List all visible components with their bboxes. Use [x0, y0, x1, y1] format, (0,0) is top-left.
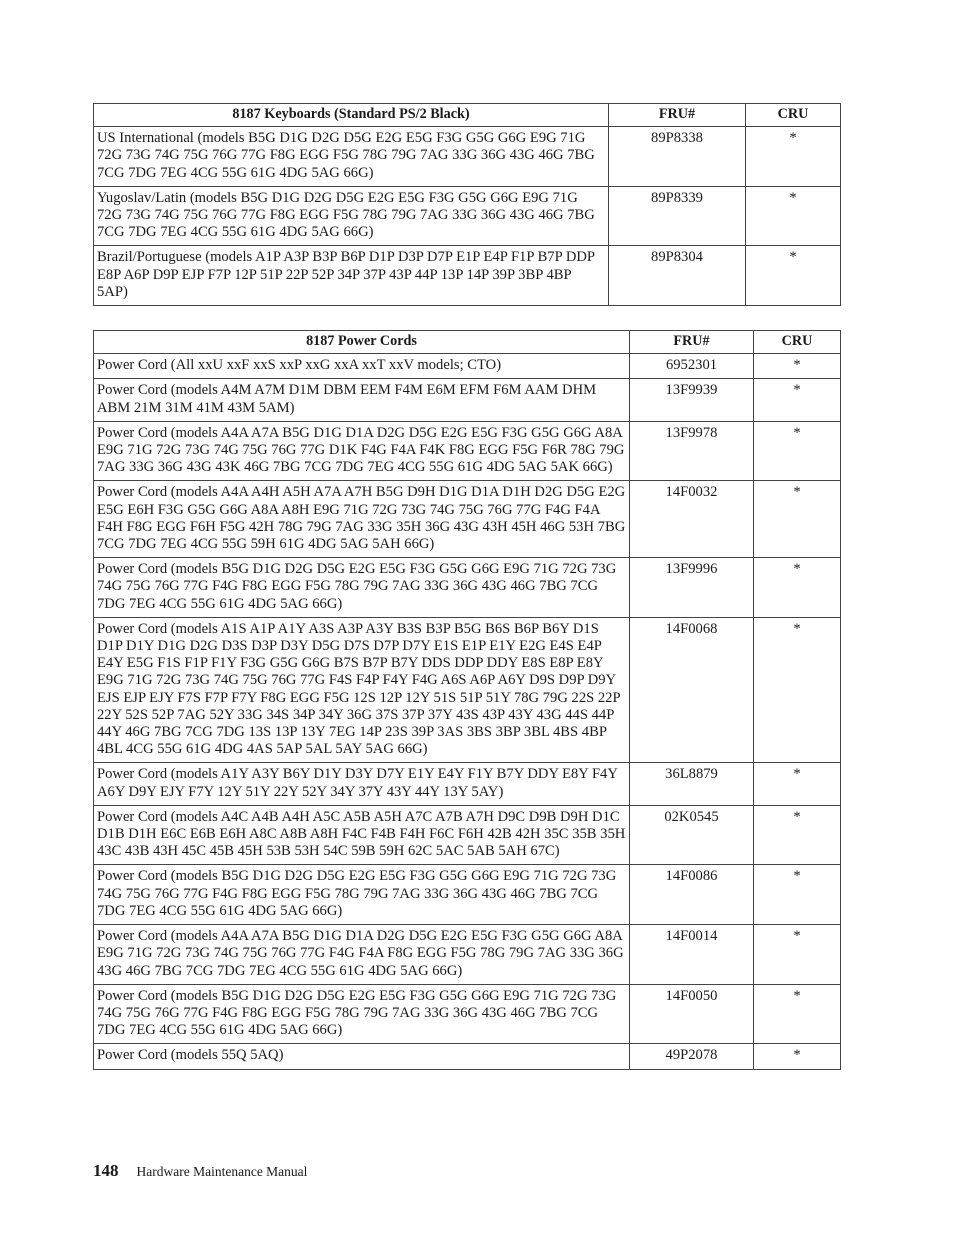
row-description: Power Cord (models B5G D1G D2G D5G E2G E5G F3G G5G G6G E9G 71G 72G 73G 74G 75G 76G 77G F4G F8G EGG F5G 78G 79G 7AG 33G 36G 43G 46G 7BG 7CG 7DG 7EG 4CG 55G 61G 4DG 5AG 66G) [94, 865, 630, 925]
row-description: Power Cord (models A4M A7M D1M DBM EEM F4M E6M EFM F6M AAM DHM ABM 21M 31M 41M 43M 5AM) [94, 379, 630, 421]
column-header-description: 8187 Keyboards (Standard PS/2 Black) [94, 104, 609, 127]
row-fru: 49P2078 [630, 1044, 754, 1069]
row-fru: 36L8879 [630, 763, 754, 805]
row-description: Power Cord (models A4C A4B A4H A5C A5B A5H A7C A7B A7H D9C D9B D9H D1C D1B D1H E6C E6B E6H A8C A8B A8H F4C F4B F4H F6C F6H 42B 42H 35C 35B 35H 43C 43B 43H 45C 45B 45H 53B 53H 54C 59B 59H 62C 5AC 5AB 5AH 67C) [94, 805, 630, 865]
row-fru: 6952301 [630, 354, 754, 379]
row-cru: * [754, 354, 841, 379]
row-fru: 14F0050 [630, 984, 754, 1044]
manual-title: Hardware Maintenance Manual [136, 1164, 308, 1179]
column-header-description: 8187 Power Cords [94, 331, 630, 354]
table-row [94, 763, 841, 805]
table-row [94, 127, 841, 187]
table-row [94, 984, 841, 1044]
row-description: Power Cord (models A4A A7A B5G D1G D1A D2G D5G E2G E5G F3G G5G G6G A8A E9G 71G 72G 73G 74G 75G 76G 77G F4G F4A F8G EGG F5G 78G 79G 7AG 33G 36G 43G 46G 7BG 7CG 7DG 7EG 4CG 55G 61G 4DG 5AG 66G) [94, 925, 630, 985]
column-header-cru: CRU [746, 104, 841, 127]
row-fru: 14F0014 [630, 925, 754, 985]
row-cru: * [754, 379, 841, 421]
row-description: Power Cord (All xxU xxF xxS xxP xxG xxA xxT xxV models; CTO) [94, 354, 630, 379]
table-row [94, 558, 841, 618]
table-header-row [94, 104, 841, 127]
row-description: Power Cord (models A1Y A3Y B6Y D1Y D3Y D7Y E1Y E4Y F1Y B7Y DDY E8Y F4Y A6Y D9Y EJY F7Y 12Y 51Y 22Y 52Y 34Y 37Y 43Y 44Y 13Y 5AY) [94, 763, 630, 805]
row-cru: * [754, 617, 841, 763]
row-cru: * [754, 558, 841, 618]
keyboards-table [93, 103, 841, 306]
row-fru: 89P8304 [609, 246, 746, 306]
row-cru: * [754, 984, 841, 1044]
table-row [94, 246, 841, 306]
row-cru: * [746, 246, 841, 306]
table-row [94, 186, 841, 246]
page-number: 148 [93, 1161, 119, 1180]
row-cru: * [754, 805, 841, 865]
column-header-cru: CRU [754, 331, 841, 354]
column-header-fru: FRU# [609, 104, 746, 127]
row-cru: * [754, 1044, 841, 1069]
table-row [94, 421, 841, 481]
power-cords-table [93, 330, 841, 1070]
table-row [94, 805, 841, 865]
table-row [94, 1044, 841, 1069]
row-description: Power Cord (models B5G D1G D2G D5G E2G E5G F3G G5G G6G E9G 71G 72G 73G 74G 75G 76G 77G F4G F8G EGG F5G 78G 79G 7AG 33G 36G 43G 46G 7BG 7CG 7DG 7EG 4CG 55G 61G 4DG 5AG 66G) [94, 984, 630, 1044]
row-fru: 14F0086 [630, 865, 754, 925]
table-row [94, 379, 841, 421]
table-row [94, 865, 841, 925]
row-cru: * [754, 421, 841, 481]
row-cru: * [754, 481, 841, 558]
row-cru: * [754, 925, 841, 985]
row-fru: 13F9996 [630, 558, 754, 618]
row-cru: * [746, 186, 841, 246]
row-cru: * [754, 865, 841, 925]
row-fru: 14F0068 [630, 617, 754, 763]
row-cru: * [754, 763, 841, 805]
row-description: US International (models B5G D1G D2G D5G E2G E5G F3G G5G G6G E9G 71G 72G 73G 74G 75G 76G 77G F8G EGG F5G 78G 79G 7AG 33G 36G 43G 46G 7BG 7CG 7DG 7EG 4CG 55G 61G 4DG 5AG 66G) [94, 127, 609, 187]
page-footer [93, 1161, 307, 1181]
row-fru: 89P8338 [609, 127, 746, 187]
row-description: Power Cord (models B5G D1G D2G D5G E2G E5G F3G G5G G6G E9G 71G 72G 73G 74G 75G 76G 77G F4G F8G EGG F5G 78G 79G 7AG 33G 36G 43G 46G 7BG 7CG 7DG 7EG 4CG 55G 61G 4DG 5AG 66G) [94, 558, 630, 618]
row-fru: 89P8339 [609, 186, 746, 246]
table-row [94, 481, 841, 558]
table-row [94, 617, 841, 763]
row-description: Power Cord (models A1S A1P A1Y A3S A3P A3Y B3S B3P B5G B6S B6P B6Y D1S D1P D1Y D1G D2G D3S D3P D3Y D5G D7S D7P D7Y E1S E1P E1Y E2G E4S E4P E4Y E5G F1S F1P F1Y F3G G5G G6G B7S B7P B7Y DDS DDP DDY E8S E8P E8Y E9G 71G 72G 73G 74G 75G 76G 77G F4S F4P F4Y F4G A6S A6P A6Y D9S D9P D9Y EJS EJP EJY F7S F7P F7Y F8G EGG F5G 12S 12P 12Y 51S 51P 51Y 78G 79G 22S 22P 22Y 52S 52P 7AG 52Y 33G 34S 34P 34Y 36G 37S 37P 37Y 43S 43P 43Y 43G 44S 44P 44Y 46G 7BG 7CG 7DG 13S 13P 13Y 7EG 14P 23S 39P 3AS 3BS 3BP 3BL 4BS 4BP 4BL 4CG 55G 61G 4DG 4AS 5AP 5AL 5AY 5AG 66G) [94, 617, 630, 763]
table-row [94, 925, 841, 985]
row-cru: * [746, 127, 841, 187]
column-header-fru: FRU# [630, 331, 754, 354]
row-description: Brazil/Portuguese (models A1P A3P B3P B6P D1P D3P D7P E1P E4P F1P B7P DDP E8P A6P D9P EJP F7P 12P 51P 22P 52P 34P 37P 43P 44P 13P 14P 39P 3BP 4BP 5AP) [94, 246, 609, 306]
table-header-row [94, 331, 841, 354]
row-fru: 14F0032 [630, 481, 754, 558]
row-description: Power Cord (models A4A A4H A5H A7A A7H B5G D9H D1G D1A D1H D2G D5G E2G E5G E6H F3G G5G G6G A8A A8H E9G 71G 72G 73G 74G 75G 76G 77G F4G F4A F4H F8G EGG F6H F5G 42H 78G 79G 7AG 33G 35H 36G 43G 43H 45H 46G 53H 7BG 7CG 7DG 7EG 4CG 55G 59H 61G 4DG 5AG 5AH 66G) [94, 481, 630, 558]
row-description: Yugoslav/Latin (models B5G D1G D2G D5G E2G E5G F3G G5G G6G E9G 71G 72G 73G 74G 75G 76G 77G F8G EGG F5G 78G 79G 7AG 33G 36G 43G 46G 7BG 7CG 7DG 7EG 4CG 55G 61G 4DG 5AG 66G) [94, 186, 609, 246]
row-fru: 13F9978 [630, 421, 754, 481]
row-fru: 02K0545 [630, 805, 754, 865]
row-fru: 13F9939 [630, 379, 754, 421]
table-row [94, 354, 841, 379]
row-description: Power Cord (models A4A A7A B5G D1G D1A D2G D5G E2G E5G F3G G5G G6G A8A E9G 71G 72G 73G 74G 75G 76G 77G D1K F4G F4A F4K F8G EGG F5G F6R 78G 79G 7AG 33G 36G 43G 43K 46G 7BG 7CG 7DG 7EG 4CG 55G 61G 4DG 5AG 5AK 66G) [94, 421, 630, 481]
row-description: Power Cord (models 55Q 5AQ) [94, 1044, 630, 1069]
